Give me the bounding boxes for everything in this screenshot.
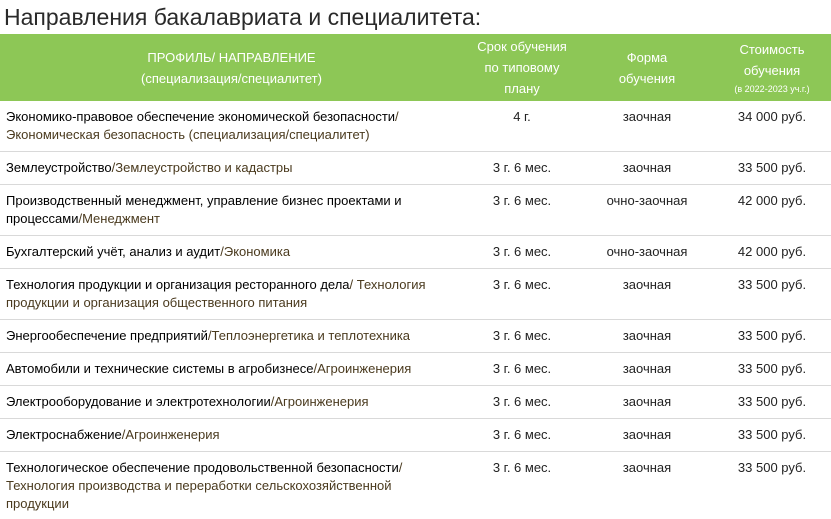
- table-header-row: [0, 34, 831, 101]
- program-name: Электрооборудование и электротехнологии: [6, 394, 271, 409]
- program-duration: 3 г. 6 мес.: [463, 185, 581, 236]
- program-form: заочная: [581, 452, 713, 519]
- table-row: [0, 152, 831, 185]
- header-form-line1: Форма: [627, 50, 668, 65]
- program-cost: 34 000 руб.: [713, 101, 831, 152]
- program-name: Производственный менеджмент, управление бизнес проектами и процессами: [6, 193, 402, 226]
- program-name: Бухгалтерский учёт, анализ и аудит: [6, 244, 220, 259]
- header-profile-line2: (специализация/специалитет): [141, 71, 322, 86]
- program-duration: 3 г. 6 мес.: [463, 353, 581, 386]
- page-title: Направления бакалавриата и специалитета:: [4, 4, 481, 31]
- program-cost: 42 000 руб.: [713, 236, 831, 269]
- program-specialty: / Технология производства и переработки сельскохозяйственной продукции: [6, 460, 402, 511]
- program-cost: 33 500 руб.: [713, 152, 831, 185]
- header-cost-line3: (в 2022-2023 уч.г.): [717, 81, 827, 97]
- header-cost: [713, 34, 831, 101]
- table-row: [0, 353, 831, 386]
- program-form: заочная: [581, 353, 713, 386]
- program-name: Технология продукции и организация ресторанного дела: [6, 277, 350, 292]
- program-form: заочная: [581, 269, 713, 320]
- program-cost: 42 000 руб.: [713, 185, 831, 236]
- header-duration-line2: по типовому плану: [485, 60, 560, 96]
- program-name: Землеустройство: [6, 160, 112, 175]
- program-form: очно-заочная: [581, 185, 713, 236]
- program-duration: 4 г.: [463, 101, 581, 152]
- program-specialty: /Экономика: [220, 244, 290, 259]
- program-form: очно-заочная: [581, 236, 713, 269]
- program-name: Экономико-правовое обеспечение экономической безопасности: [6, 109, 395, 124]
- program-duration: 3 г. 6 мес.: [463, 386, 581, 419]
- table-row: [0, 185, 831, 236]
- program-specialty: /Агроинженерия: [313, 361, 411, 376]
- program-form: заочная: [581, 320, 713, 353]
- program-duration: 3 г. 6 мес.: [463, 236, 581, 269]
- header-duration-line1: Срок обучения: [477, 39, 567, 54]
- table-row: [0, 236, 831, 269]
- header-profile: [0, 34, 463, 101]
- header-duration: [463, 34, 581, 101]
- program-name: Электроснабжение: [6, 427, 122, 442]
- program-duration: 3 г. 6 мес.: [463, 419, 581, 452]
- table-row: [0, 419, 831, 452]
- program-specialty: /Землеустройство и кадастры: [112, 160, 293, 175]
- program-name: Технологическое обеспечение продовольственной безопасности: [6, 460, 399, 475]
- program-specialty: /Менеджмент: [78, 211, 160, 226]
- header-form-line2: обучения: [619, 71, 675, 86]
- program-form: заочная: [581, 152, 713, 185]
- program-specialty: /Агроинженерия: [122, 427, 220, 442]
- program-name: Энергообеспечение предприятий: [6, 328, 208, 343]
- programs-table: [0, 34, 831, 519]
- table-row: [0, 320, 831, 353]
- program-cost: 33 500 руб.: [713, 452, 831, 519]
- program-cost: 33 500 руб.: [713, 386, 831, 419]
- program-duration: 3 г. 6 мес.: [463, 452, 581, 519]
- header-form: [581, 34, 713, 101]
- header-profile-line1: ПРОФИЛЬ/ НАПРАВЛЕНИЕ: [147, 50, 315, 65]
- program-cost: 33 500 руб.: [713, 353, 831, 386]
- table-row: [0, 269, 831, 320]
- header-cost-line1: Стоимость: [739, 42, 804, 57]
- table-row: [0, 386, 831, 419]
- program-duration: 3 г. 6 мес.: [463, 320, 581, 353]
- table-row: [0, 452, 831, 519]
- header-cost-line2: обучения: [744, 63, 800, 78]
- program-duration: 3 г. 6 мес.: [463, 152, 581, 185]
- program-specialty: / Технология продукции и организация общественного питания: [6, 277, 426, 310]
- program-form: заочная: [581, 419, 713, 452]
- program-form: заочная: [581, 101, 713, 152]
- program-duration: 3 г. 6 мес.: [463, 269, 581, 320]
- program-cost: 33 500 руб.: [713, 320, 831, 353]
- program-form: заочная: [581, 386, 713, 419]
- program-name: Автомобили и технические системы в агробизнесе: [6, 361, 313, 376]
- program-specialty: /Теплоэнергетика и теплотехника: [208, 328, 410, 343]
- table-row: [0, 101, 831, 152]
- program-cost: 33 500 руб.: [713, 269, 831, 320]
- program-specialty: /Агроинженерия: [271, 394, 369, 409]
- program-cost: 33 500 руб.: [713, 419, 831, 452]
- program-specialty: / Экономическая безопасность (специализация/специалитет): [6, 109, 399, 142]
